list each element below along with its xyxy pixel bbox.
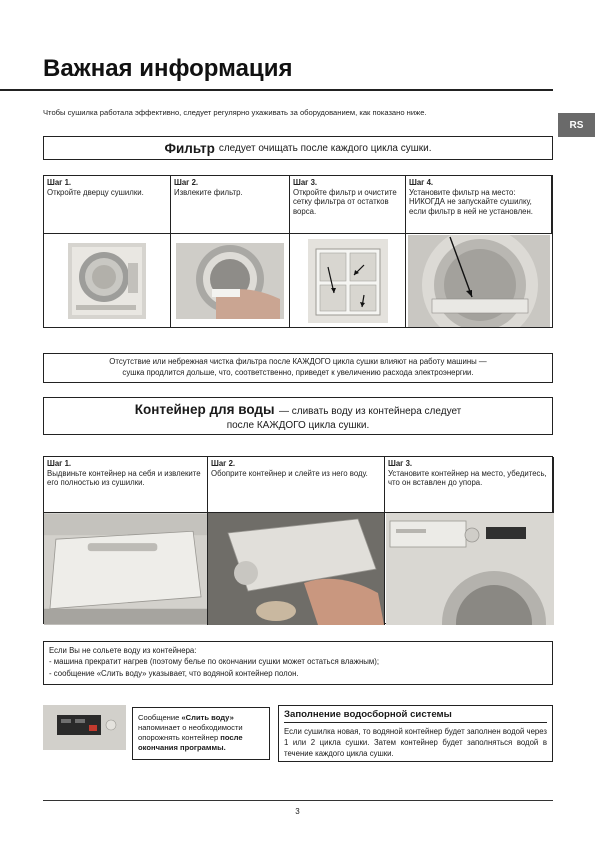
water-heading-bold: Контейнер для воды <box>134 402 275 417</box>
step-text: Откройте фильтр и очистите сетку фильтра от остатков ворса. <box>293 187 397 217</box>
warning-line-3: - сообщение «Слить воду» указывает, что водяной контейнер полон. <box>49 668 299 678</box>
filter-heading <box>43 136 553 160</box>
water-step-1 <box>44 457 208 512</box>
water-step-2 <box>208 457 385 512</box>
step-text: Извлеките фильтр. <box>174 187 243 197</box>
message-bold-1: «Слить воду» <box>181 713 234 722</box>
step-label: Шаг 2. <box>174 178 199 187</box>
step-text: Установите фильтр на место: НИКОГДА не запускайте сушилку, если фильтр в ней не установлен. <box>409 187 533 217</box>
water-steps-table <box>43 456 553 624</box>
filter-step-4 <box>406 176 552 233</box>
filter-step-1-photo <box>44 233 171 327</box>
filter-note-line-1: Отсутствие или небрежная чистка фильтра после КАЖДОГО цикла сушки влияют на работу машины — <box>109 357 487 366</box>
water-heading-rest: — сливать воду из контейнера следует <box>278 406 462 417</box>
filter-installed-image <box>408 235 550 327</box>
water-container-heading <box>43 397 553 435</box>
message-mid: напоминает о необходимости опорожнять контейнер <box>138 722 243 742</box>
drain-message-box <box>132 707 270 760</box>
filter-step-4-photo <box>406 233 552 327</box>
language-tab: RS <box>558 113 595 137</box>
filter-steps-table <box>43 175 553 328</box>
filter-step-3-photo <box>290 233 406 327</box>
water-step-3-photo <box>385 512 554 625</box>
container-reinserted-image <box>386 513 554 625</box>
intro-text: Чтобы сушилка работала эффективно, следует регулярно ухаживать за оборудованием, как показано ниже. <box>43 108 427 117</box>
step-label: Шаг 4. <box>409 178 434 187</box>
footer-rule <box>43 800 553 801</box>
step-label: Шаг 3. <box>388 459 413 468</box>
step-text: Выдвиньте контейнер на себя и извлеките его полностью из сушилки. <box>47 468 201 488</box>
dryer-open-door-image <box>68 243 146 319</box>
container-draining-image <box>208 513 384 625</box>
filter-note <box>43 353 553 383</box>
filter-removal-image <box>176 243 284 319</box>
filter-mesh-image <box>308 239 388 323</box>
warning-line-1: Если Вы не сольете воду из контейнера: <box>49 646 197 655</box>
fill-system-box <box>278 705 553 762</box>
step-label: Шаг 3. <box>293 178 318 187</box>
step-text: Установите контейнер на место, убедитесь, что он вставлен до упора. <box>388 468 547 488</box>
warning-line-2: - машина прекратит нагрев (поэтому белье по окончании сушки может остаться влажным); <box>49 657 379 667</box>
warning-box <box>43 641 553 685</box>
page-title: Важная информация <box>43 55 293 82</box>
water-step-3 <box>385 457 554 512</box>
water-step-1-photo <box>44 512 208 625</box>
fill-system-heading: Заполнение водосборной системы <box>284 709 547 723</box>
filter-step-2-photo <box>171 233 290 327</box>
page-number: 3 <box>295 807 300 816</box>
filter-heading-bold: Фильтр <box>164 140 215 156</box>
fill-system-text: Если сушилка новая, то водяной контейнер будет заполнен водой через 1 или 2 цикла сушки. Затем контейнер будет заполняться водой в течение каждого цикла сушки. <box>284 727 547 759</box>
filter-step-3 <box>290 176 406 233</box>
step-label: Шаг 1. <box>47 178 72 187</box>
water-heading-line-2: после КАЖДОГО цикла сушки. <box>226 420 370 431</box>
filter-note-line-2: сушка продлится дольше, что, соответственно, приведет к увеличению расхода электроэнергии. <box>122 368 474 378</box>
control-panel-photo <box>43 705 126 750</box>
filter-step-1 <box>44 176 171 233</box>
step-text: Обоприте контейнер и слейте из него воду. <box>211 468 368 478</box>
step-label: Шаг 2. <box>211 459 236 468</box>
filter-heading-rest: следует очищать после каждого цикла сушки. <box>218 142 432 154</box>
drain-water-indicator-image <box>43 705 126 750</box>
step-label: Шаг 1. <box>47 459 72 468</box>
message-pre: Сообщение <box>138 713 182 722</box>
filter-step-2 <box>171 176 290 233</box>
container-pull-out-image <box>44 513 207 625</box>
water-step-2-photo <box>208 512 385 625</box>
step-text: Откройте дверцу сушилки. <box>47 187 144 197</box>
message-bold-2: после окончания программы. <box>138 732 243 752</box>
title-rule <box>0 89 553 91</box>
